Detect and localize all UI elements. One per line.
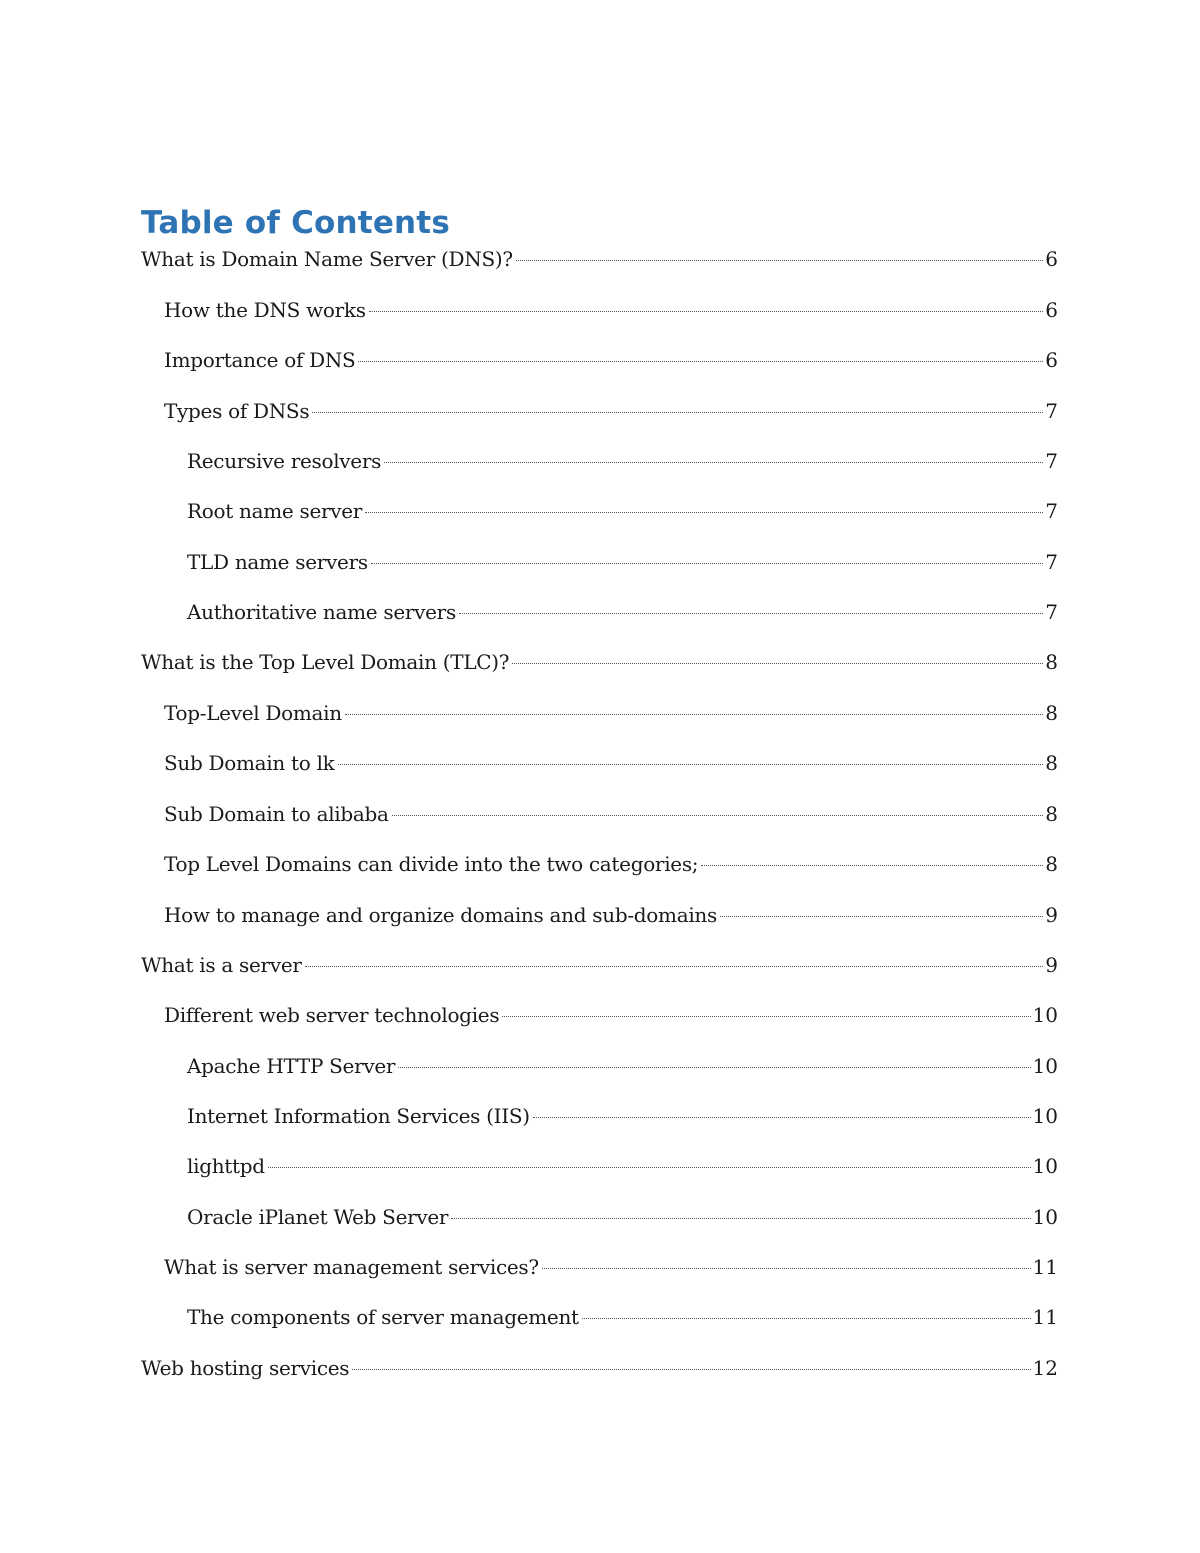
toc-entry[interactable]: [164, 698, 1058, 728]
toc-page-number: 6: [1045, 247, 1058, 271]
toc-entry-text: Sub Domain to lk: [164, 751, 335, 775]
toc-entry-text: TLD name servers: [187, 550, 368, 574]
toc-entry-text: The components of server management: [187, 1305, 579, 1329]
toc-entry-text: Root name server: [187, 499, 363, 523]
toc-entry[interactable]: [164, 849, 1058, 879]
toc-entry[interactable]: [141, 1353, 1058, 1383]
toc-dot-leader: [582, 1318, 1031, 1319]
toc-entry-text: Top Level Domains can divide into the two categories;: [164, 852, 699, 876]
toc-page-number: 9: [1045, 953, 1058, 977]
toc-dot-leader: [338, 764, 1044, 765]
toc-dot-leader: [451, 1218, 1030, 1219]
toc-entry[interactable]: [164, 799, 1058, 829]
toc-page-number: 10: [1032, 1003, 1058, 1027]
toc-entry[interactable]: [187, 547, 1058, 577]
toc-dot-leader: [459, 613, 1043, 614]
toc-entry-text: What is server management services?: [164, 1255, 539, 1279]
toc-page-number: 8: [1045, 701, 1058, 725]
toc-page-number: 8: [1045, 852, 1058, 876]
toc-page-number: 10: [1032, 1205, 1058, 1229]
toc-page-number: 7: [1045, 399, 1058, 423]
toc-dot-leader: [352, 1369, 1030, 1370]
toc-dot-leader: [305, 966, 1044, 967]
toc-dot-leader: [392, 815, 1044, 816]
toc-dot-leader: [371, 563, 1043, 564]
toc-page-number: 11: [1032, 1255, 1058, 1279]
toc-dot-leader: [398, 1067, 1030, 1068]
toc-dot-leader: [512, 663, 1043, 664]
toc-entry[interactable]: [164, 396, 1058, 426]
toc-page-number: 10: [1032, 1054, 1058, 1078]
toc-entry-text: Different web server technologies: [164, 1003, 500, 1027]
toc-dot-leader: [365, 512, 1043, 513]
toc-entry-text: Oracle iPlanet Web Server: [187, 1205, 449, 1229]
toc-page-number: 8: [1045, 650, 1058, 674]
toc-dot-leader: [268, 1167, 1031, 1168]
toc-dot-leader: [312, 412, 1043, 413]
toc-entry[interactable]: [187, 446, 1058, 476]
toc-page-number: 7: [1045, 449, 1058, 473]
toc-entry-text: Authoritative name servers: [187, 600, 456, 624]
toc-entry-text: Top-Level Domain: [164, 701, 342, 725]
toc-entry[interactable]: [187, 1302, 1058, 1332]
toc-page-number: 11: [1032, 1305, 1058, 1329]
toc-entry[interactable]: [164, 1000, 1058, 1030]
toc-dot-leader: [542, 1268, 1031, 1269]
toc-entry-text: lighttpd: [187, 1154, 265, 1178]
toc-entry[interactable]: [164, 295, 1058, 325]
toc-dot-leader: [720, 916, 1043, 917]
toc-entry-text: What is the Top Level Domain (TLC)?: [141, 650, 510, 674]
toc-entry[interactable]: [187, 1202, 1058, 1232]
toc-entry[interactable]: [164, 900, 1058, 930]
toc-entry[interactable]: [187, 597, 1058, 627]
toc-dot-leader: [516, 260, 1043, 261]
toc-page-number: 9: [1045, 903, 1058, 927]
toc-page-number: 8: [1045, 751, 1058, 775]
toc-entry[interactable]: [164, 345, 1058, 375]
toc-page-number: 7: [1045, 600, 1058, 624]
toc-entry-text: Internet Information Services (IIS): [187, 1104, 530, 1128]
toc-entry-text: What is Domain Name Server (DNS)?: [141, 247, 513, 271]
toc-dot-leader: [345, 714, 1043, 715]
toc-dot-leader: [502, 1016, 1030, 1017]
toc-entry[interactable]: [187, 496, 1058, 526]
toc-page-number: 10: [1032, 1104, 1058, 1128]
toc-entry-text: How the DNS works: [164, 298, 366, 322]
toc-entry-text: Recursive resolvers: [187, 449, 382, 473]
toc-page-number: 12: [1032, 1356, 1058, 1380]
toc-page-number: 10: [1032, 1154, 1058, 1178]
toc-page-number: 8: [1045, 802, 1058, 826]
toc-entry[interactable]: [187, 1051, 1058, 1081]
toc-page-number: 6: [1045, 348, 1058, 372]
toc-page-number: 7: [1045, 499, 1058, 523]
toc-entry[interactable]: [164, 748, 1058, 778]
toc-entry[interactable]: [164, 1252, 1058, 1282]
toc-dot-leader: [533, 1117, 1031, 1118]
toc-entry[interactable]: [141, 647, 1058, 677]
toc-entry-text: How to manage and organize domains and sub-domains: [164, 903, 717, 927]
toc-entry[interactable]: [187, 1151, 1058, 1181]
toc-dot-leader: [358, 361, 1043, 362]
toc-entry-text: Apache HTTP Server: [187, 1054, 396, 1078]
toc-entry-text: What is a server: [141, 953, 302, 977]
toc-dot-leader: [369, 311, 1044, 312]
toc-page-number: 7: [1045, 550, 1058, 574]
toc-entry-text: Web hosting services: [141, 1356, 350, 1380]
toc-entry-text: Types of DNSs: [164, 399, 310, 423]
toc-dot-leader: [384, 462, 1043, 463]
toc-entry-text: Importance of DNS: [164, 348, 356, 372]
toc-entry-text: Sub Domain to alibaba: [164, 802, 389, 826]
toc-dot-leader: [701, 865, 1043, 866]
toc-entry[interactable]: [141, 950, 1058, 980]
toc-entry[interactable]: [141, 244, 1058, 274]
toc-title: Table of Contents: [141, 205, 450, 241]
toc-page-number: 6: [1045, 298, 1058, 322]
toc-entry[interactable]: [187, 1101, 1058, 1131]
